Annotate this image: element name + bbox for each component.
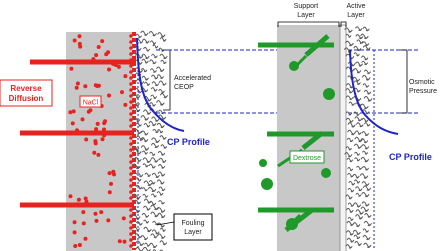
foulant-squiggle xyxy=(362,118,368,121)
foulant-squiggle xyxy=(347,138,353,141)
dextrose-molecule xyxy=(323,88,335,100)
foulant-squiggle xyxy=(161,60,167,63)
foulant-squiggle xyxy=(151,95,157,98)
foulant-squiggle xyxy=(362,145,369,149)
foulant-squiggle xyxy=(348,217,353,220)
foulant-squiggle xyxy=(355,158,360,161)
foulant-squiggle xyxy=(360,174,368,178)
nacl-ion-dot xyxy=(95,84,99,88)
nacl-ion-dot xyxy=(75,86,79,90)
nacl-ion-dot xyxy=(92,151,96,155)
foulant-squiggle xyxy=(346,195,353,199)
foulant-squiggle xyxy=(347,158,353,161)
foulant-squiggle xyxy=(151,88,157,91)
nacl-ion-dot xyxy=(73,244,77,248)
foulant-squiggle xyxy=(151,143,158,147)
foulant-squiggle xyxy=(133,209,140,213)
nacl-ion-dot xyxy=(84,197,88,201)
foulant-squiggle xyxy=(151,234,158,238)
foulant-squiggle xyxy=(364,90,370,94)
nacl-ion-dot xyxy=(81,117,85,121)
foulant-squiggle xyxy=(362,132,369,136)
foulant-squiggle xyxy=(348,203,354,206)
foulant-squiggle xyxy=(346,118,353,122)
foulant-squiggle xyxy=(361,104,369,109)
foulant-squiggle xyxy=(145,243,150,246)
nacl-ion-dot xyxy=(107,94,111,98)
foulant-squiggle xyxy=(356,193,361,196)
foulant-squiggle xyxy=(160,93,167,97)
nacl-ion-dot xyxy=(96,122,100,126)
foulant-squiggle xyxy=(356,35,363,39)
right-active-layer xyxy=(340,25,346,251)
nacl-ion-dot xyxy=(95,219,99,223)
foulant-squiggle xyxy=(362,75,370,80)
nacl-ion-dot xyxy=(76,82,80,86)
foulant-squiggle xyxy=(363,186,371,190)
foulant-squiggle xyxy=(357,40,363,44)
foulant-squiggle xyxy=(349,102,355,105)
foulant-squiggle xyxy=(348,173,354,177)
foulant-squiggle xyxy=(346,231,353,235)
foulant-squiggle xyxy=(152,82,159,86)
nacl-ion-dot xyxy=(73,230,77,234)
foulant-squiggle xyxy=(355,152,360,155)
foulant-squiggle xyxy=(136,222,142,225)
foulant-squiggle xyxy=(136,123,141,126)
accelerated-ceop-label: CEOP xyxy=(174,84,194,91)
foulant-squiggle xyxy=(142,213,148,217)
nacl-ion-dot xyxy=(123,103,127,107)
foulant-squiggle xyxy=(158,213,165,217)
foulant-squiggle xyxy=(151,158,158,162)
foulant-squiggle xyxy=(362,42,369,46)
foulant-squiggle xyxy=(354,203,361,207)
foulant-squiggle xyxy=(160,38,166,41)
right-support-layer xyxy=(277,25,340,251)
nacl-ion-dot xyxy=(104,52,108,56)
foulant-squiggle xyxy=(142,188,147,191)
foulant-squiggle xyxy=(159,158,166,162)
accelerated-ceop-label: Accelerated xyxy=(174,75,211,82)
foulant-squiggle xyxy=(355,242,362,246)
support-layer-label: Support xyxy=(293,3,319,10)
foulant-squiggle xyxy=(346,89,353,93)
nacl-ion-dot xyxy=(93,139,97,143)
foulant-squiggle xyxy=(136,34,142,37)
foulant-squiggle xyxy=(354,235,360,238)
nacl-ion-dot xyxy=(81,210,85,214)
foulant-squiggle xyxy=(364,97,372,102)
foulant-squiggle xyxy=(354,53,359,56)
foulant-squiggle xyxy=(143,247,150,251)
nacl-ion-dot xyxy=(78,34,82,38)
foulant-squiggle xyxy=(361,207,369,211)
foulant-squiggle xyxy=(362,202,369,206)
foulant-squiggle xyxy=(157,123,164,127)
nacl-ion-dot xyxy=(94,53,98,57)
foulant-squiggle xyxy=(134,227,140,230)
foulant-squiggle xyxy=(142,76,148,80)
foulant-squiggle xyxy=(346,208,353,212)
foulant-squiggle xyxy=(141,146,149,150)
foulant-squiggle xyxy=(160,241,167,245)
foulant-squiggle xyxy=(361,157,369,161)
nacl-ion-dot xyxy=(120,90,124,94)
foulant-squiggle xyxy=(136,247,143,251)
foulant-squiggle xyxy=(160,54,167,58)
foulant-squiggle xyxy=(348,130,356,135)
nacl-ion-dot xyxy=(84,138,88,142)
foulant-squiggle xyxy=(141,31,148,35)
nacl-ion-dot xyxy=(94,212,98,216)
reverse-diffusion-label: Reverse xyxy=(10,84,42,93)
foulant-squiggle xyxy=(151,212,159,217)
nacl-ion-dot xyxy=(99,210,103,214)
foulant-squiggle xyxy=(356,123,363,127)
dextrose-molecule xyxy=(286,218,298,230)
left-panel xyxy=(0,31,212,251)
foulant-squiggle xyxy=(157,75,163,79)
foulant-squiggle xyxy=(149,243,156,247)
foulant-squiggle xyxy=(347,238,354,242)
foulant-squiggle xyxy=(142,59,149,63)
ceop-bracket xyxy=(163,50,170,110)
foulant-squiggle xyxy=(160,228,165,231)
nacl-ion-dot xyxy=(71,121,75,125)
foulant-squiggle xyxy=(158,151,165,155)
foulant-squiggle xyxy=(354,69,361,73)
nacl-ion-dot xyxy=(87,110,91,114)
foulant-squiggle xyxy=(362,166,368,170)
foulant-squiggle xyxy=(362,192,369,196)
foulant-squiggle xyxy=(157,67,165,71)
nacl-ion-dot xyxy=(100,39,104,43)
fouling-layer-box xyxy=(174,214,212,240)
foulant-squiggle xyxy=(150,69,156,73)
right-fouling-layer xyxy=(344,27,371,248)
foulant-squiggle xyxy=(355,27,362,31)
foulant-squiggle xyxy=(353,223,360,227)
nacl-ion-dot xyxy=(111,170,115,174)
foulant-squiggle xyxy=(150,60,157,64)
foulant-squiggle xyxy=(151,194,156,197)
foulant-squiggle xyxy=(141,131,148,135)
foulant-squiggle xyxy=(152,230,159,234)
foulant-squiggle xyxy=(153,45,158,48)
foulant-squiggle xyxy=(354,180,359,183)
foulant-squiggle xyxy=(345,41,353,46)
foulant-squiggle xyxy=(136,173,143,177)
foulant-squiggle xyxy=(158,33,166,37)
foulant-squiggle xyxy=(348,123,355,127)
fouling-layer-label: Fouling xyxy=(181,220,205,227)
nacl-ion-dot xyxy=(108,171,112,175)
nacl-ion-dot xyxy=(82,221,86,225)
foulant-squiggle xyxy=(364,243,371,247)
foulant-squiggle xyxy=(150,41,155,44)
nacl-ion-dot xyxy=(101,137,105,141)
nacl-ion-dot xyxy=(108,190,112,194)
foulant-squiggle xyxy=(353,174,359,178)
nacl-ion-dot xyxy=(97,45,101,49)
fouling-layer-label: Layer xyxy=(184,229,202,236)
dextrose-molecule xyxy=(321,168,331,178)
foulant-squiggle xyxy=(354,81,360,85)
foulant-squiggle xyxy=(157,180,164,184)
active-layer-label: Active xyxy=(346,3,366,10)
foulant-squiggle xyxy=(355,117,362,121)
foulant-squiggle xyxy=(363,84,369,87)
foulant-squiggle xyxy=(144,199,151,203)
foulant-squiggle xyxy=(145,173,151,176)
foulant-squiggle xyxy=(363,235,370,239)
foulant-squiggle xyxy=(363,46,370,50)
dextrose-label: Dextrose xyxy=(292,155,322,162)
reverse-diffusion-label: Diffusion xyxy=(8,94,44,103)
foulant-squiggle xyxy=(152,173,159,177)
foulant-squiggle xyxy=(144,227,152,231)
nacl-ion-dot xyxy=(78,243,82,247)
foulant-squiggle xyxy=(143,194,148,197)
foulant-squiggle xyxy=(157,208,165,212)
nacl-ion-dot xyxy=(123,240,127,244)
foulant-squiggle xyxy=(347,221,354,225)
cp-profile-label-right: CP Profile xyxy=(389,152,432,162)
foulant-squiggle xyxy=(148,187,156,191)
active-layer-label: Layer xyxy=(347,12,365,19)
nacl-ion-dot xyxy=(69,194,73,198)
foulant-squiggle xyxy=(149,31,156,35)
nacl-ion-dot xyxy=(73,220,77,224)
foulant-squiggle xyxy=(356,210,364,214)
foulant-squiggle xyxy=(365,213,371,217)
foulant-squiggle xyxy=(362,182,369,186)
foulant-squiggle xyxy=(136,185,142,189)
foulant-squiggle xyxy=(144,220,149,223)
foulant-squiggle xyxy=(152,75,158,79)
foulant-squiggle xyxy=(144,124,150,127)
foulant-squiggle xyxy=(348,188,354,191)
foulant-squiggle xyxy=(150,152,155,155)
foulant-squiggle xyxy=(152,138,160,143)
nacl-ion-dot xyxy=(96,153,100,157)
foulant-squiggle xyxy=(364,123,370,126)
foulant-squiggle xyxy=(142,151,147,154)
nacl-ion-dot xyxy=(118,239,122,243)
foulant-squiggle xyxy=(361,56,367,60)
foulant-squiggle xyxy=(143,206,150,210)
foulant-squiggle xyxy=(160,136,166,140)
foulant-squiggle xyxy=(348,168,353,171)
foulant-squiggle xyxy=(149,201,155,205)
nacl-ion-dot xyxy=(123,74,127,78)
foulant-squiggle xyxy=(159,89,165,92)
foulant-squiggle xyxy=(159,200,165,203)
foulant-squiggle xyxy=(144,47,150,51)
foulant-squiggle xyxy=(346,34,351,37)
dextrose-molecule xyxy=(261,178,273,190)
foulant-squiggle xyxy=(151,54,157,57)
foulant-squiggle xyxy=(363,27,369,31)
foulant-squiggle xyxy=(159,81,166,85)
foulant-squiggle xyxy=(354,144,361,148)
foulant-squiggle xyxy=(142,39,149,43)
foulant-squiggle xyxy=(346,245,352,249)
osmotic-pressure-label: Pressure xyxy=(409,88,438,95)
foulant-squiggle xyxy=(354,112,360,115)
foulant-squiggle xyxy=(355,131,361,134)
foulant-squiggle xyxy=(144,181,152,186)
osmotic-bracket xyxy=(400,50,407,113)
foulant-squiggle xyxy=(144,82,149,85)
nacl-ion-dot xyxy=(72,109,76,113)
nacl-ion-dot xyxy=(122,216,126,220)
nacl-ion-dot xyxy=(109,182,113,186)
nacl-ion-dot xyxy=(78,42,82,46)
foulant-squiggle xyxy=(353,230,360,234)
cp-profile-label-left: CP Profile xyxy=(167,137,210,147)
support-layer-label: Layer xyxy=(297,12,315,19)
foulant-squiggle xyxy=(364,221,372,225)
foulant-squiggle xyxy=(362,151,367,154)
nacl-ion-dot xyxy=(73,39,77,43)
foulant-squiggle xyxy=(364,70,370,74)
foulant-squiggle xyxy=(346,147,351,150)
nacl-ion-dot xyxy=(77,198,81,202)
foulant-squiggle xyxy=(158,164,164,168)
foulant-squiggle xyxy=(355,187,362,191)
foulant-squiggle xyxy=(149,164,155,168)
foulant-squiggle xyxy=(355,62,362,66)
foulant-squiggle xyxy=(157,192,163,196)
foulant-squiggle xyxy=(159,187,165,191)
foulant-squiggle xyxy=(356,215,363,219)
foulant-squiggle xyxy=(158,234,166,238)
foulant-squiggle xyxy=(357,166,362,169)
foulant-squiggle xyxy=(141,236,148,240)
foulant-squiggle xyxy=(161,145,167,148)
foulant-squiggle xyxy=(141,116,149,120)
dextrose-molecule xyxy=(259,159,267,167)
foulant-squiggle xyxy=(143,158,151,163)
osmotic-pressure-label: Osmotic xyxy=(409,79,435,86)
foulant-squiggle xyxy=(143,164,148,167)
nacl-ion-dot xyxy=(84,237,88,241)
nacl-label: NaCl xyxy=(82,99,99,107)
dextrose-molecule xyxy=(289,61,299,71)
foulant-squiggle xyxy=(363,229,369,232)
foulant-squiggle xyxy=(136,241,144,245)
foulant-squiggle xyxy=(346,96,352,100)
foulant-squiggle xyxy=(157,101,165,105)
nacl-ion-dot xyxy=(83,84,87,88)
nacl-ion-dot xyxy=(107,68,111,72)
nacl-ion-dot xyxy=(103,119,107,123)
foulant-squiggle xyxy=(349,181,355,185)
nacl-ion-dot xyxy=(106,218,110,222)
nacl-ion-dot xyxy=(69,67,73,71)
